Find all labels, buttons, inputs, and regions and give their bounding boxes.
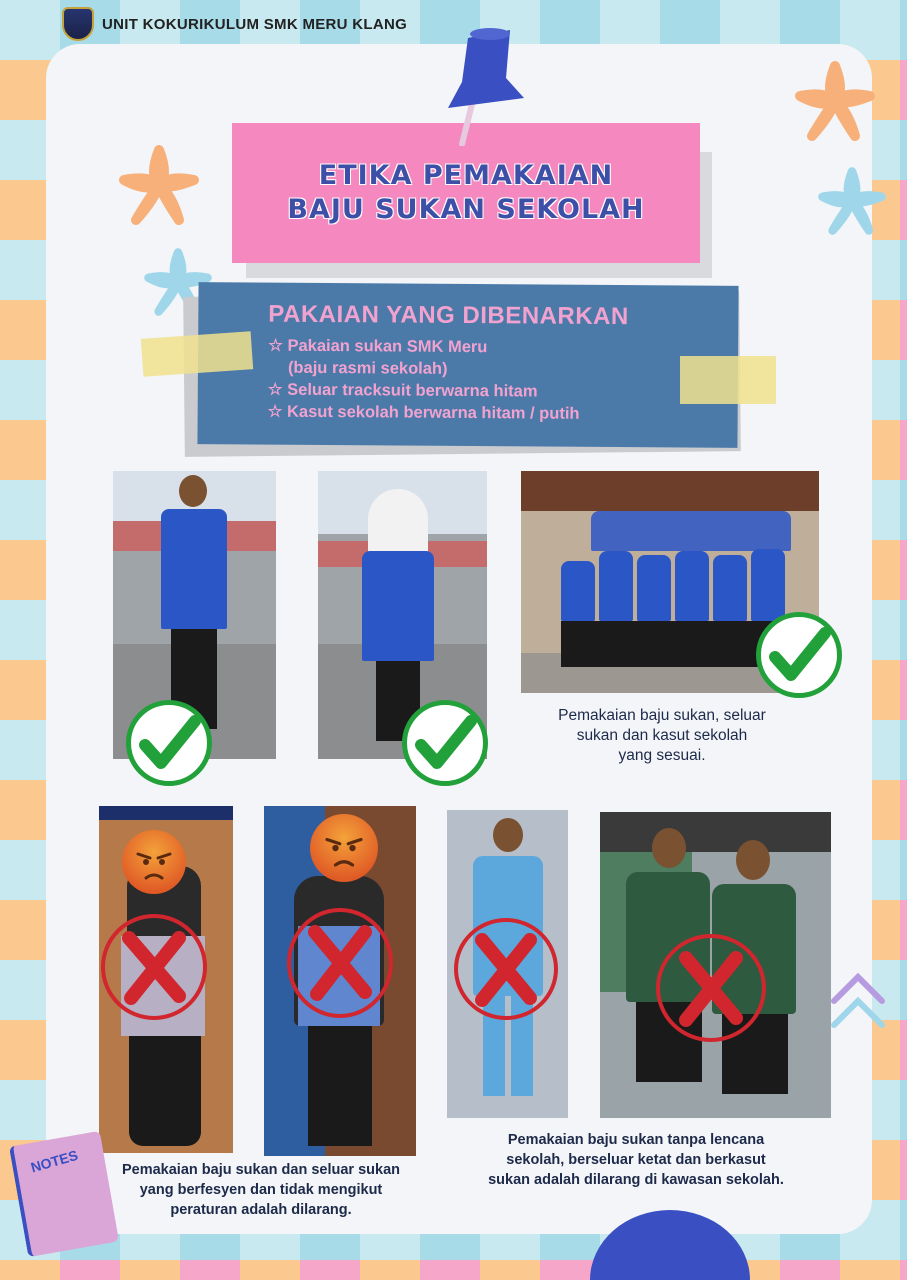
pushpin-icon [440,26,530,146]
flower-icon [114,140,204,230]
caption-no-badge [452,1130,820,1190]
caption-line: peraturan adalah dilarang. [170,1202,352,1218]
checkmark-icon [756,612,842,698]
rule-item: ☆ Kasut sekolah berwarna hitam / putih [267,402,580,423]
tape [141,331,253,377]
caption-fashion [98,1160,424,1220]
angry-face-icon [310,814,378,882]
title-line-2: BAJU SUKAN SEKOLAH [287,194,645,225]
caption-line: sukan adalah dilarang di kawasan sekolah. [488,1172,784,1188]
cross-icon [287,908,393,1018]
title-line-1: ETIKA PEMAKAIAN [318,160,614,191]
checkmark-icon [126,700,212,786]
rule-item: ☆ Seluar tracksuit berwarna hitam [267,380,538,401]
cross-icon [656,934,766,1042]
caption-line: sukan dan kasut sekolah [576,727,748,744]
angry-face-icon [122,830,186,894]
checkmark-icon [402,700,488,786]
school-crest-icon [62,7,94,41]
allowed-heading: PAKAIAN YANG DIBENARKAN [268,300,629,331]
caption-line: Pemakaian baju sukan tanpa lencana [507,1132,765,1148]
header-title: UNIT KOKURIKULUM SMK MERU KLANG [102,15,408,33]
caption-line: yang sesuai. [618,747,706,764]
notes-label: NOTES [28,1146,80,1176]
chevron-up-icon [828,965,888,1045]
tape [680,356,776,404]
cross-icon [101,914,207,1020]
caption-line: Pemakaian baju sukan, seluar [558,707,766,724]
cross-icon [454,918,558,1020]
header [62,6,407,42]
caption-allowed [520,706,804,766]
caption-line: sekolah, berseluar ketat dan berkasut [506,1152,766,1168]
caption-line: Pemakaian baju sukan dan seluar sukan [121,1162,401,1178]
flower-icon [814,156,890,246]
notes-sticker [9,1131,119,1257]
allowed-clothing-box [197,282,738,448]
flower-icon [790,56,880,146]
rule-item: (baju rasmi sekolah) [287,358,448,378]
caption-line: yang berfesyen dan tidak mengikut [139,1182,383,1198]
rule-item: ☆ Pakaian sukan SMK Meru [268,336,488,357]
